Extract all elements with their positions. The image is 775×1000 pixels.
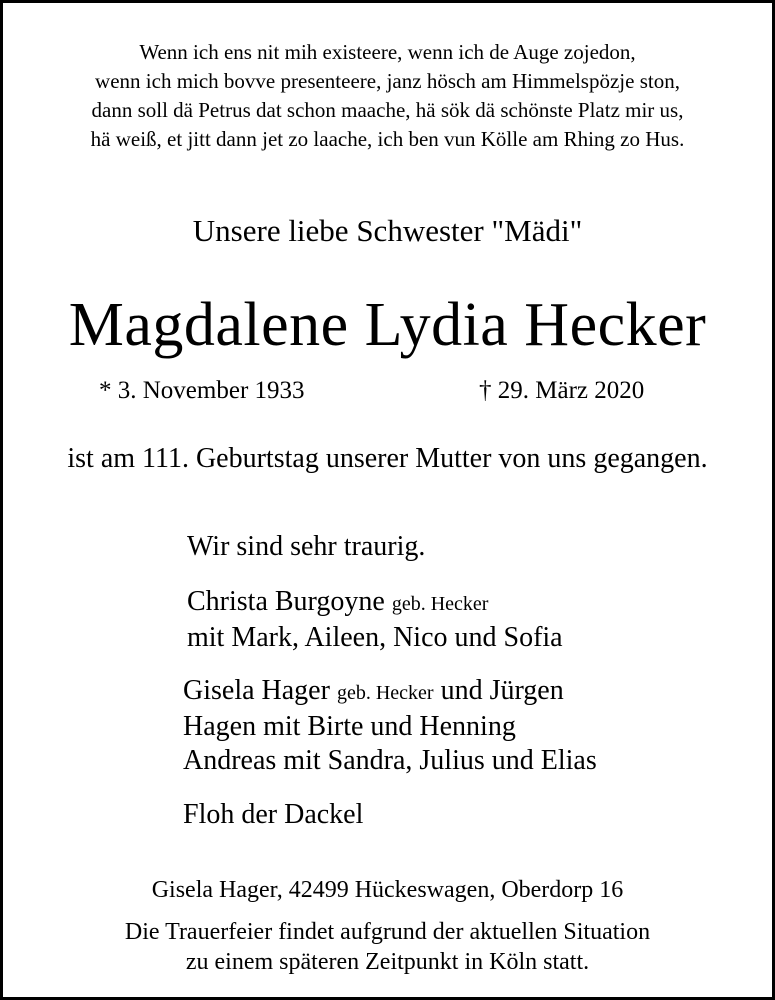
mourner-christa [187, 585, 563, 655]
poem-line: dann soll dä Petrus dat schon maache, hä sök dä schönste Platz mir us, [91, 98, 684, 122]
maiden-name: geb. Hecker [336, 682, 434, 704]
birth-date: * 3. November 1933 [99, 377, 305, 404]
mourner-partner: und Jürgen [440, 675, 564, 706]
poem-line: wenn ich mich bovve presenteere, janz hösch am Himmelspözje ston, [95, 69, 680, 93]
death-date: † 29. März 2020 [479, 377, 645, 404]
deceased-name: Magdalene Lydia Hecker [68, 291, 707, 359]
funeral-note-line: Die Trauerfeier findet aufgrund der aktuellen Situation [124, 919, 651, 945]
contact-address: Gisela Hager, 42499 Hückeswagen, Oberdorp 16 [151, 877, 624, 903]
mourner-family: Andreas mit Sandra, Julius und Elias [183, 745, 597, 776]
poem-line: Wenn ich ens nit mih existeere, wenn ich de Auge zojedon, [139, 40, 636, 64]
mourner-name: Gisela Hager [183, 675, 330, 706]
passing-statement: ist am 111. Geburtstag unserer Mutter von uns gegangen. [67, 443, 708, 474]
mourner-gisela [183, 674, 597, 778]
mourner-name: Christa Burgoyne [187, 586, 385, 617]
funeral-note [3, 917, 772, 977]
grief-statement: Wir sind sehr traurig. [187, 531, 426, 562]
poem [3, 38, 772, 154]
mourner-family: mit Mark, Aileen, Nico und Sofia [187, 622, 563, 653]
maiden-name: geb. Hecker [391, 593, 489, 615]
funeral-note-line: zu einem späteren Zeitpunkt in Köln statt. [185, 949, 590, 975]
poem-line: hä weiß, et jitt dann jet zo laache, ich ben vun Kölle am Rhing zo Hus. [90, 127, 685, 151]
mourner-family: Hagen mit Birte und Henning [183, 711, 516, 742]
mourner-dog: Floh der Dackel [183, 799, 364, 830]
intro-line: Unsere liebe Schwester "Mädi" [192, 213, 583, 248]
